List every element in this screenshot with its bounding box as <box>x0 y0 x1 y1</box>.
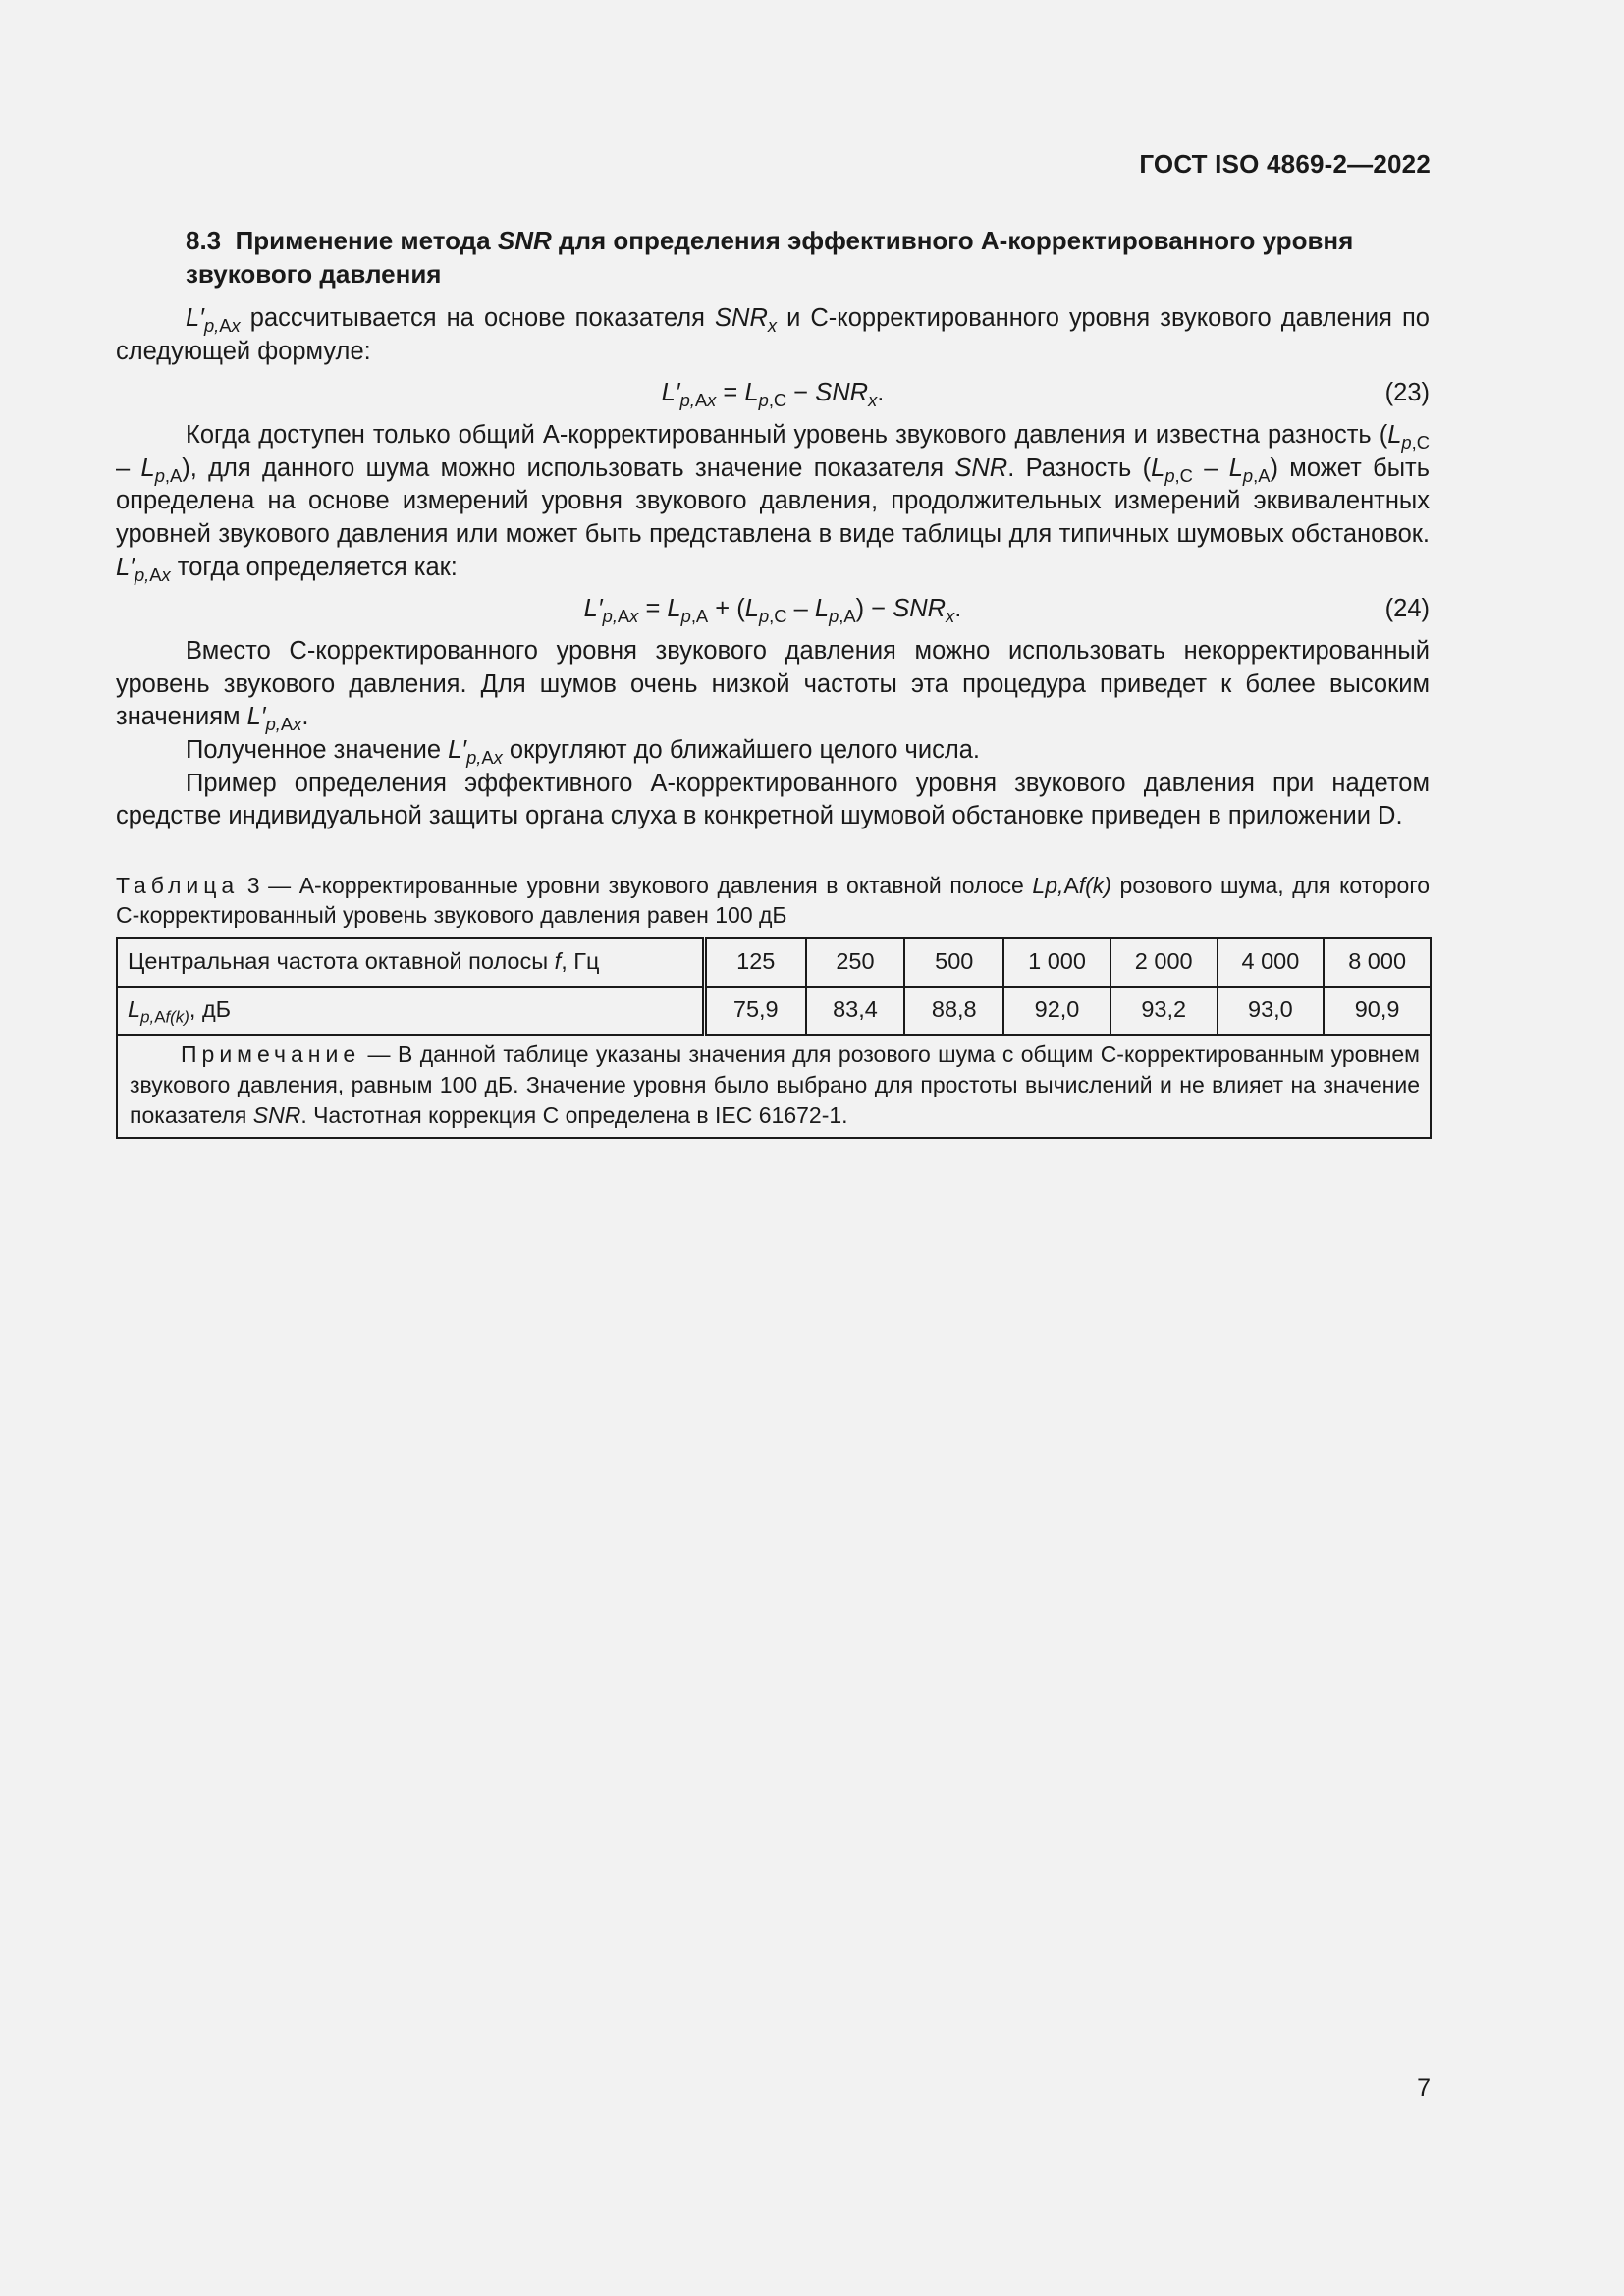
paragraph-4: Полученное значение $L'_{p,Ax}$ округляют до ближайшего целого числа. <box>186 735 980 768</box>
table-cell: 92,0 <box>1003 987 1110 1035</box>
row-header-frequency: Центральная частота октавной полосы f, Гц <box>117 938 705 987</box>
paragraph-2: Когда доступен только общий А-корректированный уровень звукового давления и известна разность $(L_{p,C} - L_{p,A})$, для данного шума можно использовать значение показателя SNR. Разность $(L_{p,C} - L_{p,A})$ может быть определена на основе измерений уровня звукового давления, продолжительных измерений эквивалентных уровней звукового давления или может быть представлена в виде таблицы для типичных шумовых обстановок. $L'_{p,Ax}$ тогда определяется как: <box>116 421 1430 585</box>
formula-number: (23) <box>1384 379 1430 407</box>
table-cell: 1 000 <box>1003 938 1110 987</box>
table-cell: 90,9 <box>1324 987 1431 1035</box>
table-caption: Таблица 3 — А-корректированные уровни звукового давления в октавной полосе Lp,Af(k) розового шума, для которого С-корректированный уровень звукового давления равен 100 дБ <box>116 872 1430 928</box>
paragraph-3: Вместо С-корректированного уровня звукового давления можно использовать некорректированный уровень звукового давления. Для шумов очень низкой частоты эта процедура приведет к более высоким значениям $L'_{p,Ax}$. <box>116 637 1430 735</box>
table-cell: 4 000 <box>1218 938 1325 987</box>
table-cell: 93,0 <box>1218 987 1325 1035</box>
formula-number: (24) <box>1384 595 1430 623</box>
paragraph-1: $L'_{p,Ax}$ рассчитывается на основе показателя $SNR_x$ и С-корректированного уровня звукового давления по следующей формуле: <box>116 304 1430 365</box>
table-note: Примечание — В данной таблице указаны значения для розового шума с общим С-корректированным уровнем звукового давления, равным 100 дБ. Значение уровня было выбрано для простоты вычислений и не влияет на значение показателя SNR. Частотная коррекция С определена в IEC 61672-1. <box>117 1035 1431 1138</box>
table-cell: 93,2 <box>1110 987 1218 1035</box>
table-cell: 250 <box>806 938 905 987</box>
formula-expression: $L'_{p,Ax} = L_{p,C} - SNR_x$. <box>661 379 885 411</box>
table-cell: 125 <box>705 938 806 987</box>
table-row <box>117 938 1431 987</box>
page-content <box>116 224 1430 1139</box>
table-cell: 2 000 <box>1110 938 1218 987</box>
paragraph-5: Пример определения эффективного А-корректированного уровня звукового давления при надетом средстве индивидуальной защиты органа слуха в конкретной шумовой обстановке приведен в приложении D. <box>116 769 1430 830</box>
table-cell: 88,8 <box>904 987 1003 1035</box>
page-number: 7 <box>1417 2074 1431 2102</box>
row-header-level: $L_{p,Af(k)}$, дБ <box>117 987 705 1035</box>
table-cell: 500 <box>904 938 1003 987</box>
data-table <box>116 937 1432 1139</box>
formula-23 <box>116 377 1430 410</box>
formula-expression: $L'_{p,Ax} = L_{p,A} + (L_{p,C} - L_{p,A}) - SNR_x$. <box>583 595 962 627</box>
table-row <box>117 987 1431 1035</box>
table-cell: 83,4 <box>806 987 905 1035</box>
table-cell: 8 000 <box>1324 938 1431 987</box>
document-id: ГОСТ ISO 4869-2—2022 <box>1139 149 1431 179</box>
table-row <box>117 1035 1431 1138</box>
section-heading: 8.3 Применение метода SNR для определения эффективного А-корректированного уровня звукового давления <box>186 226 1354 289</box>
section-number: 8.3 <box>186 226 222 255</box>
formula-24 <box>116 593 1430 626</box>
table-cell: 75,9 <box>705 987 806 1035</box>
